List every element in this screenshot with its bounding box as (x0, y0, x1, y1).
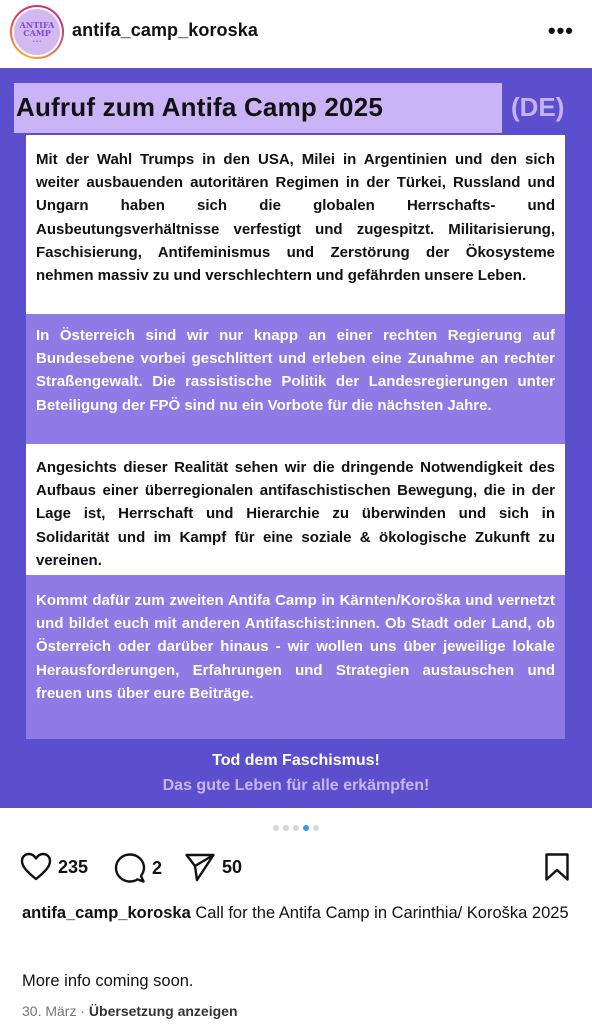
paragraph-3: Angesichts dieser Realität sehen wir die dringende Notwendigkeit des Aufbaus einer überregionalen antifaschistischen Bewegung, die in der Lage ist, Herrschaft und Hierarchie zu überwinden und sich in Solidarität und im Kampf für eine soziale & ökologische Zukunft zu vereinen. (26, 444, 565, 575)
paragraph-4: Kommt dafür zum zweiten Antifa Camp in Kärnten/Koroška und vernetzt und bildet euch mit anderen Antifaschist:innen. Ob Stadt oder Land, ob Österreich oder darüber hinaus - wir wollen uns über jeweilige lokale Herausforderungen, Erfahrungen und Strategien austauschen und freuen uns über eure Beiträge. (26, 575, 565, 739)
heart-icon[interactable] (20, 852, 52, 882)
comment-count: 2 (152, 857, 163, 878)
carousel-dot (293, 825, 299, 831)
carousel-indicator (0, 825, 592, 831)
carousel-dot (283, 825, 289, 831)
slogan-line-2: Das gute Leben für alle erkämpfen! (162, 777, 430, 794)
carousel-dot (313, 825, 319, 831)
avatar-sub-mark: ● ▲ ● (32, 39, 42, 43)
post-header (0, 0, 592, 66)
header-username[interactable]: antifa_camp_koroska (72, 20, 258, 40)
carousel-dot (273, 825, 279, 831)
caption-username[interactable]: antifa_camp_koroska (22, 904, 191, 922)
share-action[interactable] (184, 852, 242, 882)
caption (22, 902, 572, 924)
avatar[interactable] (10, 5, 64, 59)
translate-link[interactable]: Übersetzung anzeigen (88, 1003, 238, 1019)
comment-icon[interactable] (114, 852, 146, 884)
bookmark-icon[interactable] (544, 852, 570, 882)
share-count: 50 (222, 856, 243, 877)
post-date: 30. März (22, 1003, 77, 1019)
caption-text: Call for the Antifa Camp in Carinthia/ Koroška 2025 (190, 904, 569, 922)
avatar-image (14, 9, 60, 55)
post-image[interactable] (0, 68, 592, 808)
meta-separator: · (76, 1003, 89, 1019)
caption-more-info: More info coming soon. (22, 972, 194, 990)
post-title: Aufruf zum Antifa Camp 2025 (16, 92, 384, 122)
paragraph-2: In Österreich sind wir nur knapp an einer rechten Regierung auf Bundesebene vorbei geschlittert und erleben eine Zunahme an rechter Straßengewalt. Die rassistische Politik der Landesregierungen unter Beteiligung der FPÖ sind nu ein Vorbote für die nächsten Jahre. (26, 314, 565, 444)
comment-action[interactable] (114, 852, 162, 884)
action-bar (0, 848, 592, 888)
paragraph-1: Mit der Wahl Trumps in den USA, Milei in Argentinien und den sich weiter ausbauenden autoritären Regimen in der Türkei, Russland und Ungarn haben sich die globalen Herrschafts- und Ausbeutungsverhältnisse verfestigt und zugespitzt. Militarisierung, Faschisierung, Antifeminismus und Zerstörung der Ökosysteme nehmen massiv zu und verschlechtern und gefährden unsere Leben. (26, 135, 565, 314)
avatar-logo-text: ANTIFA CAMP (19, 20, 55, 38)
like-count: 235 (58, 856, 89, 877)
language-tag: (DE) (511, 92, 565, 122)
slogan-line-1: Tod dem Faschismus! (212, 752, 380, 769)
more-options-icon[interactable]: ••• (547, 18, 574, 43)
save-button[interactable] (544, 852, 570, 887)
carousel-dot-active (303, 825, 309, 831)
like-action[interactable] (20, 852, 88, 882)
share-icon[interactable] (184, 852, 216, 882)
post-meta (22, 1003, 238, 1019)
